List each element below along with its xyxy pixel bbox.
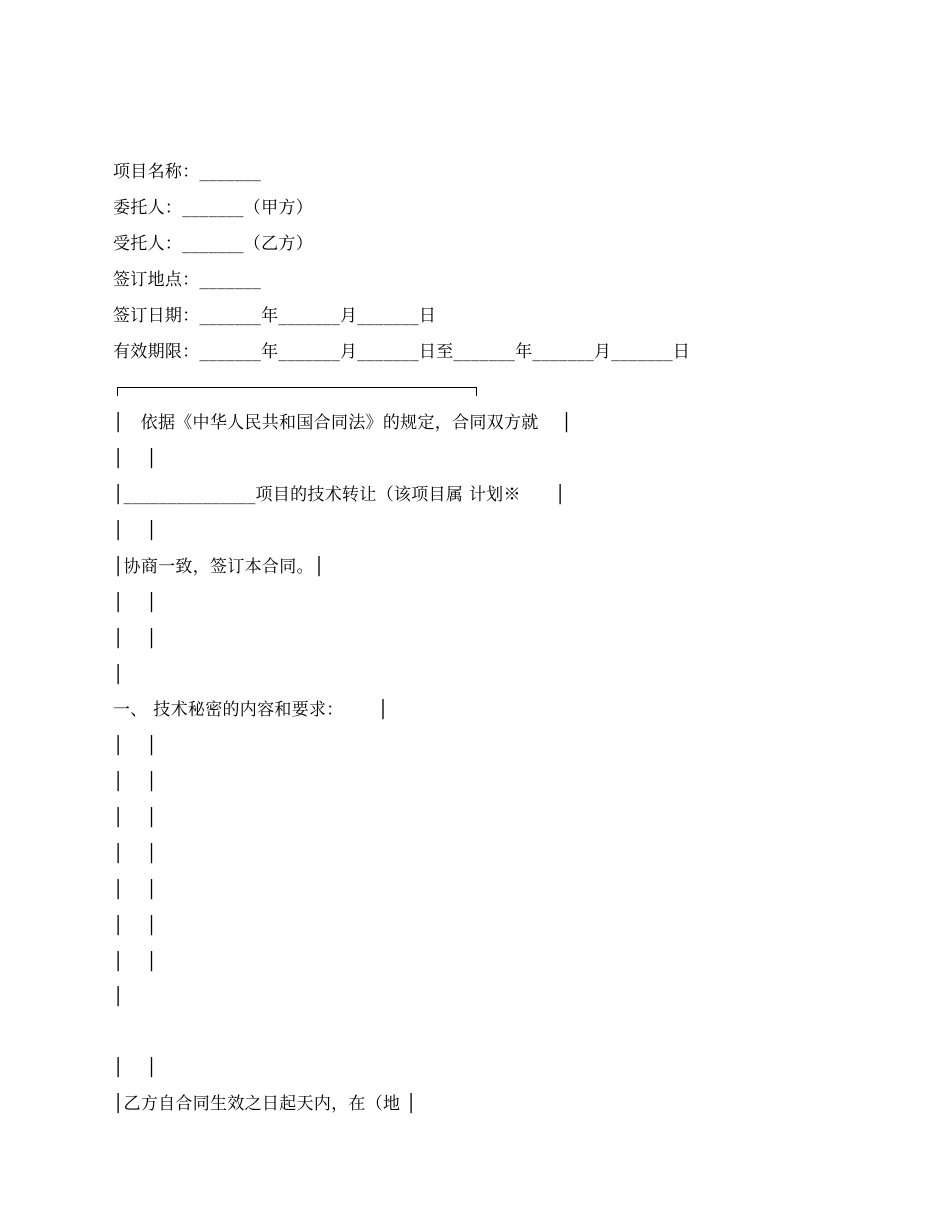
body-line-11: │ │ (113, 772, 157, 792)
body-line-15: │ │ (113, 916, 157, 936)
project-name-line: 项目名称：_______ (113, 162, 262, 182)
sign-date-line: 签订日期：_______年_______月_______日 (113, 306, 437, 326)
body-line-18: │ │ (113, 1058, 157, 1078)
body-line-2: │ │ (113, 449, 157, 469)
body-line-3: │_______________项目的技术转让（该项目属 计划※ │ (113, 485, 566, 505)
table-top-border (117, 387, 477, 396)
contractor-line: 受托人：_______（乙方） (113, 234, 313, 254)
validity-line: 有效期限：_______年_______月_______日至_______年_______月_______日 (113, 342, 691, 362)
client-line: 委托人：_______（甲方） (113, 198, 313, 218)
body-line-13: │ │ (113, 844, 157, 864)
body-line-6: │ │ (113, 593, 157, 613)
sign-place-line: 签订地点：_______ (113, 270, 262, 290)
body-line-19: │乙方自合同生效之日起天内，在（地 │ (113, 1094, 417, 1114)
body-line-4: │ │ (113, 521, 157, 541)
body-line-17: │ (113, 987, 124, 1007)
body-line-10: │ │ (113, 736, 157, 756)
body-line-16: │ │ (113, 952, 157, 972)
body-line-7: │ │ (113, 629, 157, 649)
body-line-1: │ 依据《中华人民共和国合同法》的规定，合同双方就 │ (113, 413, 572, 433)
section-1-heading: 一、 技术秘密的内容和要求： │ (113, 700, 389, 720)
body-line-14: │ │ (113, 880, 157, 900)
body-line-5: │协商一致，签订本合同。│ (113, 557, 325, 577)
body-line-8: │ (113, 665, 124, 685)
body-line-12: │ │ (113, 808, 157, 828)
